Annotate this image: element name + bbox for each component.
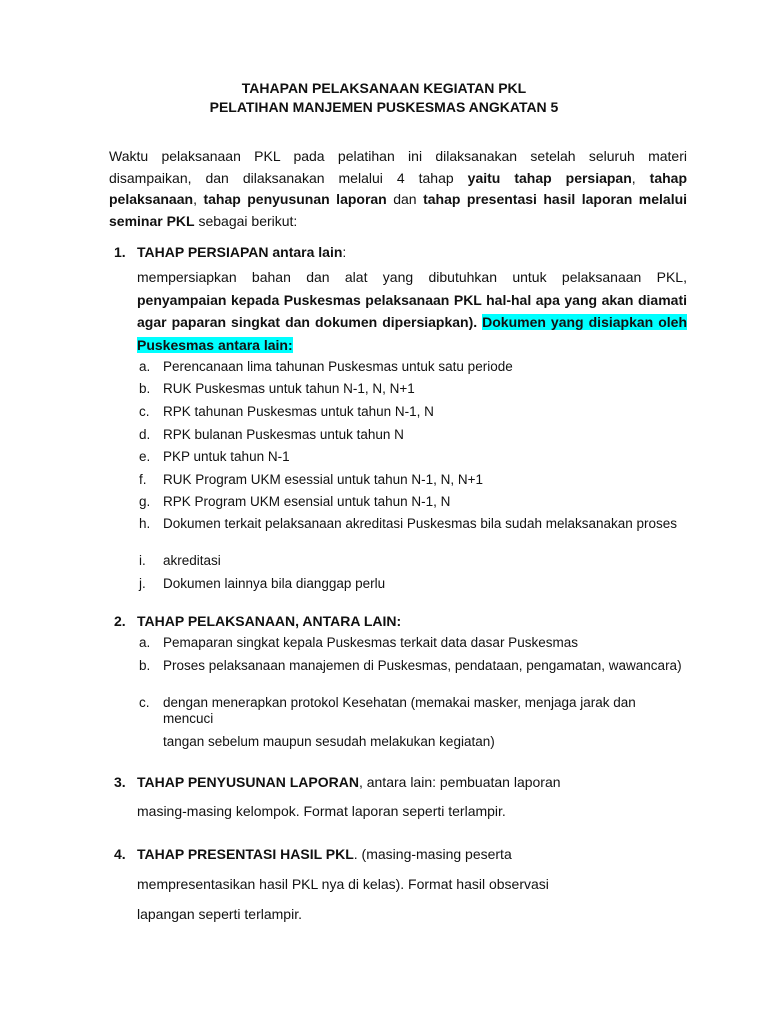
list-text: RPK Program UKM esensial untuk tahun N-1, N	[163, 494, 451, 509]
list-item	[139, 635, 578, 650]
intro-text-4: dan	[386, 191, 424, 207]
intro-paragraph	[109, 146, 687, 232]
list-marker: g.	[139, 494, 151, 509]
section-1-number: 1.	[114, 244, 126, 260]
list-item	[139, 359, 513, 374]
list-marker: a.	[139, 635, 151, 650]
section-2-heading: TAHAP PELAKSANAAN, ANTARA LAIN:	[137, 613, 402, 629]
section-4-line2: mempresentasikan hasil PKL nya di kelas). Format hasil observasi	[137, 876, 549, 892]
doc-title-line2: PELATIHAN MANJEMEN PUSKESMAS ANGKATAN 5	[209, 99, 559, 115]
list-marker: e.	[139, 449, 151, 464]
section-4-number: 4.	[114, 846, 126, 862]
section-1-heading	[137, 244, 346, 260]
section-3-heading	[137, 774, 561, 790]
intro-text-3: ,	[193, 191, 204, 207]
list-text: Perencanaan lima tahunan Puskesmas untuk satu periode	[163, 359, 513, 374]
intro-text-5: sebagai berikut:	[194, 212, 298, 229]
section-3-number: 3.	[114, 774, 126, 790]
section-4-heading	[137, 846, 512, 862]
doc-title-line1: TAHAPAN PELAKSANAAN KEGIATAN PKL	[241, 80, 527, 96]
intro-bold-1: yaitu tahap persiapan	[467, 169, 632, 186]
list-text: akreditasi	[163, 553, 221, 568]
section-1-heading-text: TAHAP PERSIAPAN antara lain	[137, 244, 343, 260]
list-text: RPK tahunan Puskesmas untuk tahun N-1, N	[163, 404, 434, 419]
list-marker: b.	[139, 381, 151, 396]
list-item	[139, 494, 450, 509]
list-marker: f.	[139, 472, 147, 487]
list-item	[139, 576, 385, 591]
list-marker: b.	[139, 658, 151, 673]
section-3-line2: masing-masing kelompok. Format laporan seperti terlampir.	[137, 803, 506, 819]
list-marker: i.	[139, 553, 146, 568]
list-item	[139, 472, 483, 487]
list-marker: d.	[139, 427, 151, 442]
intro-text-2: ,	[631, 169, 650, 186]
list-item	[139, 449, 290, 464]
section-1-desc-highlight: Dokumen yang disiapkan oleh Puskesmas antara lain:	[137, 314, 687, 353]
list-item	[139, 695, 163, 710]
list-item	[139, 427, 404, 442]
list-item	[139, 516, 163, 531]
list-text: PKP untuk tahun N-1	[163, 449, 290, 464]
intro-text-1: Waktu pelaksanaan PKL pada pelatihan ini dilaksanakan setelah seluruh materi disampaikan, dan dilaksanakan melalui 4 tahap	[109, 148, 687, 186]
section-3-heading-rest: , antara lain: pembuatan laporan	[358, 774, 561, 790]
list-marker: c.	[139, 695, 150, 710]
section-1-desc-normal: mempersiapkan bahan dan alat yang dibutuhkan untuk pelaksanaan PKL,	[137, 269, 687, 285]
intro-bold-4: tahap presentasi hasil laporan melalui seminar PKL	[109, 191, 688, 229]
list-text: RUK Puskesmas untuk tahun N-1, N, N+1	[163, 381, 415, 396]
list-text: Dokumen lainnya bila dianggap perlu	[163, 576, 386, 591]
section-4-line3: lapangan seperti terlampir.	[137, 906, 302, 922]
list-marker: j.	[139, 576, 146, 591]
list-item	[139, 404, 434, 419]
section-1-desc-bold: penyampaian kepada Puskesmas pelaksanaan PKL hal-hal apa yang akan diamati agar paparan singkat dan dokumen dipersiapkan).	[137, 291, 687, 330]
list-item	[139, 553, 221, 568]
section-2-number: 2.	[114, 613, 126, 629]
list-marker: h.	[139, 516, 151, 531]
list-text-wrapped: Proses pelaksanaan manajemen di Puskesmas, pendataan, pengamatan, wawancara)	[163, 658, 682, 673]
intro-bold-2: tahap pelaksanaan	[109, 169, 687, 207]
list-continuation: tangan sebelum maupun sesudah melakukan kegiatan)	[163, 734, 495, 749]
list-item	[139, 658, 163, 673]
list-marker: a.	[139, 359, 151, 374]
intro-bold-3: tahap penyusunan laporan	[203, 191, 387, 207]
section-4-heading-text: TAHAP PRESENTASI HASIL PKL	[137, 846, 354, 862]
section-1-description	[137, 266, 687, 356]
list-text: Pemaparan singkat kepala Puskesmas terkait data dasar Puskesmas	[163, 635, 578, 650]
list-item	[139, 381, 415, 396]
list-text: RUK Program UKM esessial untuk tahun N-1, N, N+1	[163, 472, 483, 487]
section-4-heading-rest: . (masing-masing peserta	[353, 846, 512, 862]
list-text: RPK bulanan Puskesmas untuk tahun N	[163, 427, 404, 442]
list-text-wrapped: dengan menerapkan protokol Kesehatan (memakai masker, menjaga jarak dan mencuci	[163, 695, 636, 726]
list-marker: c.	[139, 404, 150, 419]
list-text-wrapped: Dokumen terkait pelaksanaan akreditasi Puskesmas bila sudah melaksanakan proses	[163, 516, 678, 531]
section-1-colon: :	[342, 244, 347, 260]
section-3-heading-text: TAHAP PENYUSUNAN LAPORAN	[137, 774, 359, 790]
